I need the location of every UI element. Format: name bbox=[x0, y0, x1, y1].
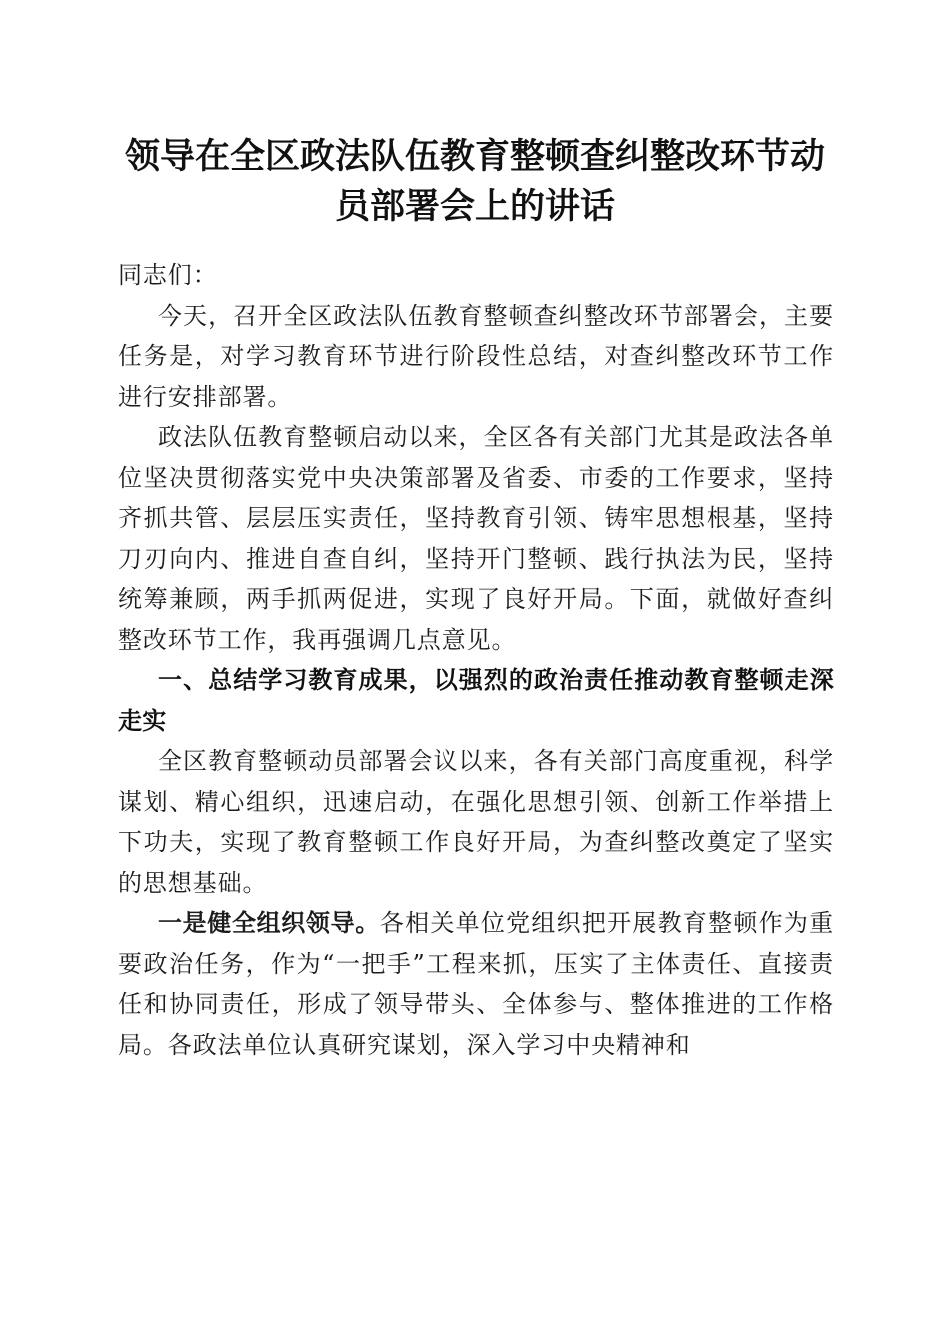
paragraph-organization-text: 各相关单位党组织把开展教育整顿作为重要政治任务，作为“一把手”工程来抓，压实了主体责任、直接责任和协同责任，形成了领导带头、全体参与、整体推进的工作格局。各政法单位认真研究谋划，深入学习中央精神和 bbox=[118, 909, 835, 1059]
paragraph-background: 政法队伍教育整顿启动以来，全区各有关部门尤其是政法各单位坚决贯彻落实党中央决策部署及省委、市委的工作要求，坚持齐抓共管、层层压实责任，坚持教育引领、铸牢思想根基，坚持刀刃向内、推进自查自纠，坚持开门整顿、践行执法为民，坚持统筹兼顾，两手抓两促进，实现了良好开局。下面，就做好查纠整改环节工作，我再强调几点意见。 bbox=[118, 423, 834, 654]
document-body bbox=[118, 255, 834, 1065]
paragraph-organization bbox=[118, 903, 834, 1065]
section-heading-1: 一、总结学习教育成果，以强烈的政治责任推动教育整顿走深走实 bbox=[118, 666, 834, 735]
paragraph-intro: 今天，召开全区政法队伍教育整顿查纠整改环节部署会，主要任务是，对学习教育环节进行阶段性总结，对查纠整改环节工作进行安排部署。 bbox=[118, 301, 834, 411]
paragraph-lead: 一是健全组织领导。 bbox=[158, 909, 380, 937]
greeting: 同志们： bbox=[118, 261, 218, 289]
document-title: 领导在全区政法队伍教育整顿查纠整改环节动员部署会上的讲话 bbox=[124, 136, 825, 227]
paragraph-summary: 全区教育整顿动员部署会议以来，各有关部门高度重视，科学谋划、精心组织，迅速启动，在强化思想引领、创新工作举措上下功夫，实现了教育整顿工作良好开局，为查纠整改奠定了坚实的思想基础。 bbox=[118, 747, 834, 897]
